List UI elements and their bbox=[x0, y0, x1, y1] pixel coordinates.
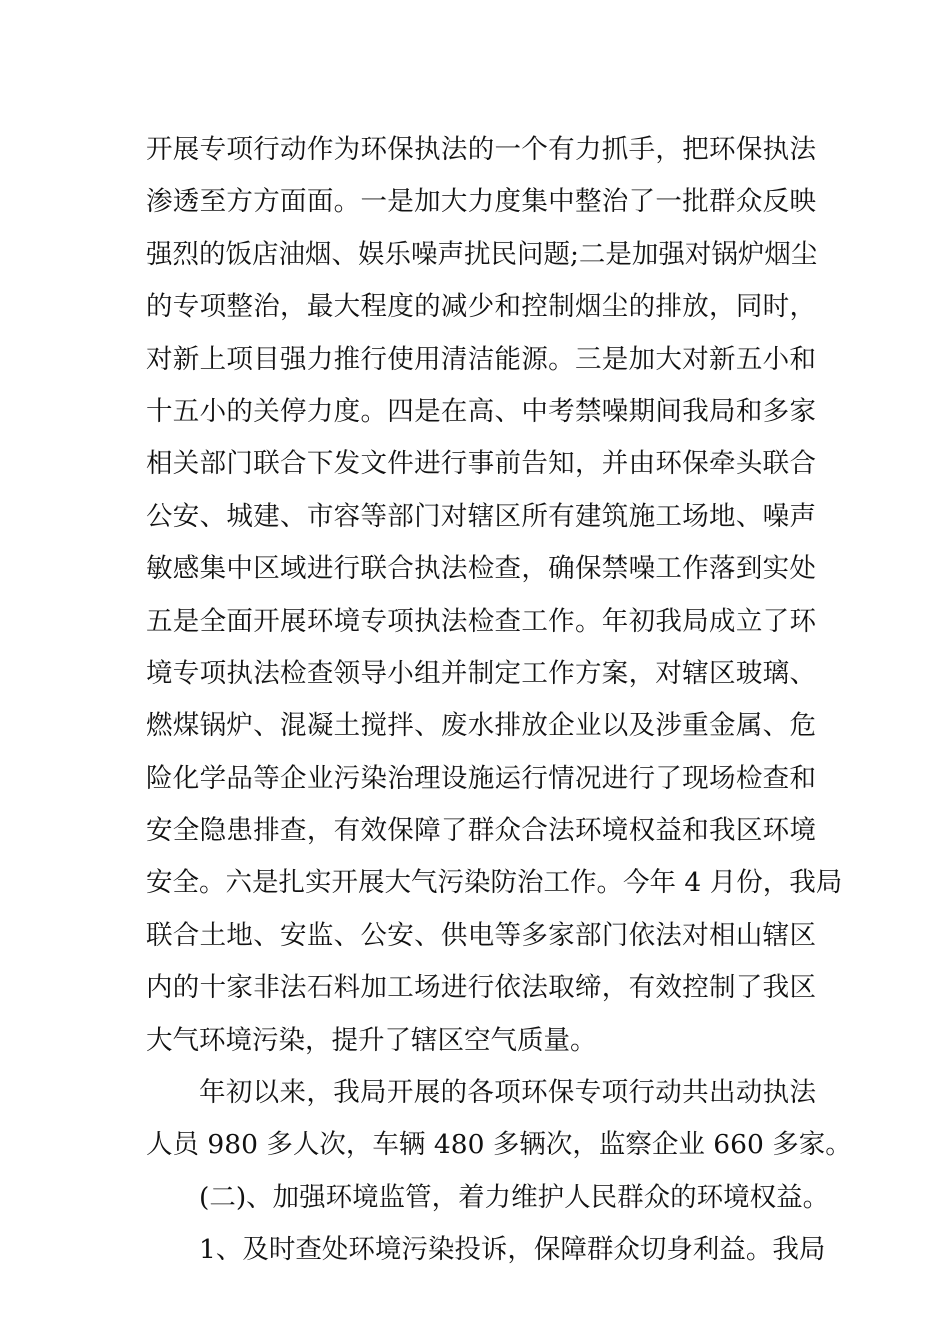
paragraph-first-line: 年初以来，我局开展的各项环保专项行动共出动执法 bbox=[199, 1077, 816, 1109]
text-line: 险化学品等企业污染治理设施运行情况进行了现场检查和 bbox=[146, 762, 816, 794]
text-line: 境专项执法检查领导小组并制定工作方案，对辖区玻璃、 bbox=[146, 657, 816, 689]
text-line: 敏感集中区域进行联合执法检查，确保禁噪工作落到实处 bbox=[146, 553, 816, 585]
text-line: 强烈的饭店油烟、娱乐噪声扰民问题;二是加强对锅炉烟尘 bbox=[146, 238, 818, 270]
text-line: 安全隐患排查，有效保障了群众合法环境权益和我区环境 bbox=[146, 815, 816, 847]
section-heading: (二)、加强环境监管，着力维护人民群众的环境权益。 bbox=[199, 1181, 830, 1213]
body-text bbox=[146, 124, 852, 1277]
text-line: 安全。六是扎实开展大气污染防治工作。今年 4 月份，我局 bbox=[146, 867, 843, 899]
text-line: 内的十家非法石料加工场进行依法取缔，有效控制了我区 bbox=[146, 972, 816, 1004]
text-line: 的专项整治，最大程度的减少和控制烟尘的排放，同时， bbox=[146, 291, 816, 323]
paragraph-first-line: 1、及时查处环境污染投诉，保障群众切身利益。我局 bbox=[199, 1234, 826, 1266]
text-line: 人员 980 多人次，车辆 480 多辆次，监察企业 660 多家。 bbox=[146, 1129, 852, 1161]
text-line: 公安、城建、市容等部门对辖区所有建筑施工场地、噪声 bbox=[146, 500, 816, 532]
text-line: 相关部门联合下发文件进行事前告知，并由环保牵头联合 bbox=[146, 448, 816, 480]
text-line: 十五小的关停力度。四是在高、中考禁噪期间我局和多家 bbox=[146, 395, 816, 427]
text-line: 大气环境污染，提升了辖区空气质量。 bbox=[146, 1024, 597, 1056]
text-line: 开展专项行动作为环保执法的一个有力抓手，把环保执法 bbox=[146, 134, 816, 165]
text-line: 五是全面开展环境专项执法检查工作。年初我局成立了环 bbox=[146, 605, 816, 637]
text-line: 渗透至方方面面。一是加大力度集中整治了一批群众反映 bbox=[146, 186, 816, 218]
text-line: 燃煤锅炉、混凝土搅拌、废水排放企业以及涉重金属、危 bbox=[146, 710, 816, 742]
text-line: 对新上项目强力推行使用清洁能源。三是加大对新五小和 bbox=[146, 343, 816, 375]
text-line: 联合土地、安监、公安、供电等多家部门依法对相山辖区 bbox=[146, 919, 816, 951]
